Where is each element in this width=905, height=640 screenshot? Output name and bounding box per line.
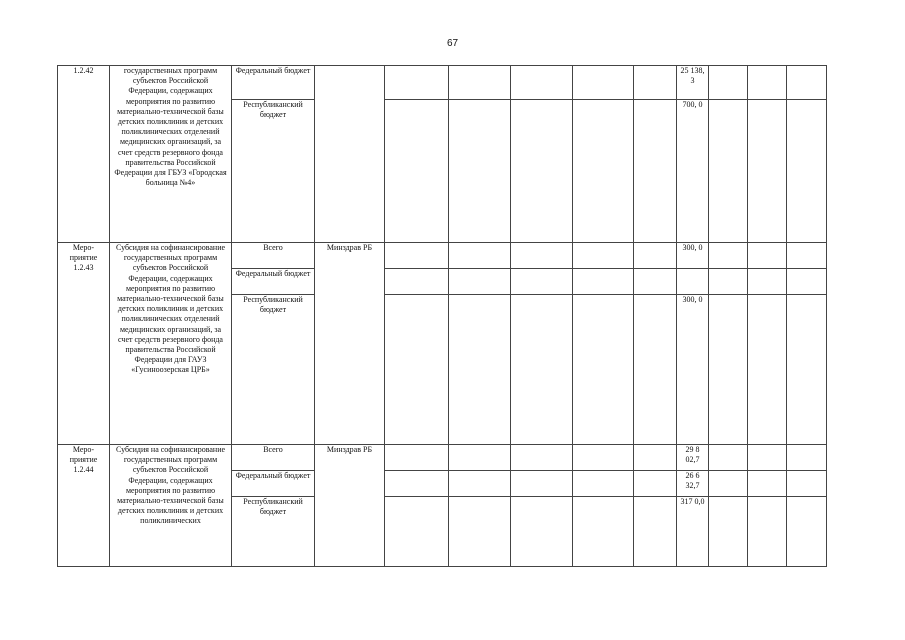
amount-value bbox=[677, 269, 709, 295]
funding-source: Федеральный бюджет bbox=[232, 471, 315, 497]
page-number: 67 bbox=[446, 38, 459, 49]
amount-value: 29 8 02,7 bbox=[677, 445, 709, 471]
table-row bbox=[58, 445, 827, 471]
activity-code: Меро-приятие 1.2.43 bbox=[58, 243, 110, 445]
table-row bbox=[58, 66, 827, 100]
amount-value: 300, 0 bbox=[677, 243, 709, 269]
amount-value: 25 138, 3 bbox=[677, 66, 709, 100]
amount-value: 26 6 32,7 bbox=[677, 471, 709, 497]
activity-description: Субсидия на софинансирование государственных программ субъектов Российской Федерации, содержащих мероприятия по развитию материально-технической базы детских поликлиник и детских поликлинических отделений медицинских организаций, за счет средств резервного фонда правительства Российской Федерации для ГАУЗ «Гусиноозерская ЦРБ» bbox=[110, 243, 232, 445]
executor-cell: Минздрав РБ bbox=[315, 243, 385, 445]
activity-description: государственных программ субъектов Российской Федерации, содержащих мероприятия по развитию материально-технической базы детских поликлиник и детских поликлинических отделений медицинских организаций, за счет средств резервного фонда правительства Российской Федерации для ГБУЗ «Городская больница №4» bbox=[110, 66, 232, 243]
activity-code: 1.2.42 bbox=[58, 66, 110, 243]
activity-description: Субсидия на софинансирование государственных программ субъектов Российской Федерации, содержащих мероприятия по развитию материально-технической базы детских поликлиник и детских поликлинических bbox=[110, 445, 232, 567]
funding-source: Всего bbox=[232, 243, 315, 269]
funding-source: Республиканский бюджет bbox=[232, 100, 315, 243]
funding-source: Республиканский бюджет bbox=[232, 295, 315, 445]
amount-value: 317 0,0 bbox=[677, 497, 709, 567]
table-row bbox=[58, 243, 827, 269]
executor-cell bbox=[315, 66, 385, 243]
amount-value: 300, 0 bbox=[677, 295, 709, 445]
budget-table bbox=[57, 65, 827, 567]
amount-value: 700, 0 bbox=[677, 100, 709, 243]
funding-source: Федеральный бюджет bbox=[232, 66, 315, 100]
funding-source: Всего bbox=[232, 445, 315, 471]
funding-source: Республиканский бюджет bbox=[232, 497, 315, 567]
activity-code: Меро-приятие 1.2.44 bbox=[58, 445, 110, 567]
executor-cell: Минздрав РБ bbox=[315, 445, 385, 567]
funding-source: Федеральный бюджет bbox=[232, 269, 315, 295]
